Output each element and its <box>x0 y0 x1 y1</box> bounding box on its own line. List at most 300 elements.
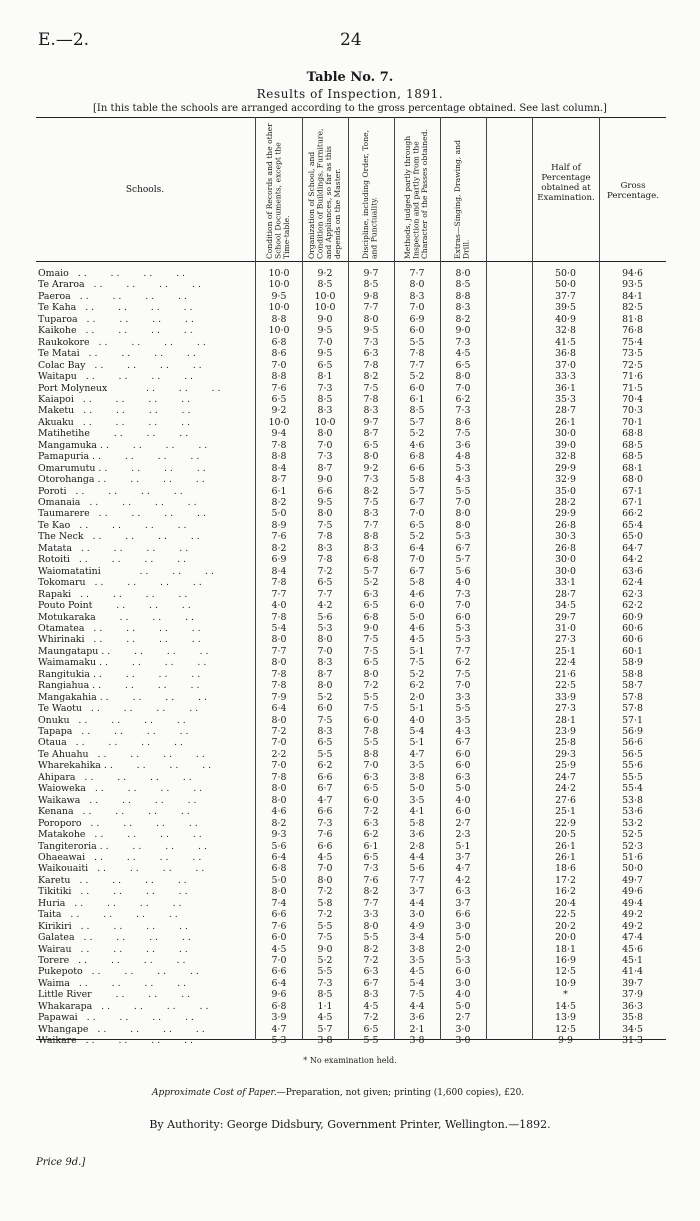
leader-dots: . . . . . . . . <box>70 874 187 886</box>
school-name: Matihetihe . . . . . . <box>38 428 189 440</box>
cell-extras: 8·6 <box>455 416 471 428</box>
cell-half: 28·2 <box>555 497 576 508</box>
cell-disc: 5·5 <box>363 1035 379 1047</box>
cell-extras: 6·0 <box>455 760 471 772</box>
table-row <box>36 405 666 416</box>
cell-gross: 51·6 <box>622 851 643 863</box>
cell-methods: 6·8 <box>409 451 425 463</box>
cell-half: 32·8 <box>555 325 576 337</box>
leader-dots: . . . . . . <box>91 989 191 1001</box>
cell-half: 24·2 <box>555 783 576 795</box>
cell-methods: 3·8 <box>409 771 425 783</box>
leader-dots: . . . . . . . . <box>88 748 205 760</box>
cell-org: 7·2 <box>317 886 333 898</box>
cell-methods: 5·8 <box>409 817 425 829</box>
cell-disc: 7·2 <box>363 1012 379 1024</box>
cell-half: 26·1 <box>555 851 576 863</box>
cell-gross: 49·6 <box>622 886 643 898</box>
cell-gross: 31·3 <box>622 1035 643 1047</box>
header-schools: Schools. <box>125 185 165 195</box>
cell-gross: 37·9 <box>622 989 643 1001</box>
table-title: Table No. 7. <box>306 70 394 85</box>
cell-gross: 60·6 <box>622 634 643 646</box>
cell-methods: 4·4 <box>409 897 425 909</box>
cell-records: 8·8 <box>271 451 287 463</box>
school-name: Waikare . . . . . . . . <box>38 1035 193 1047</box>
cell-disc: 6·5 <box>363 439 379 451</box>
table-row <box>36 944 666 955</box>
table-row <box>36 497 666 508</box>
cell-gross: 65·0 <box>622 531 643 543</box>
cell-records: 9·6 <box>271 989 287 1001</box>
leader-dots: . . . . . . . . <box>66 737 183 749</box>
cell-org: 6·5 <box>317 577 333 589</box>
cell-org: 5·5 <box>317 748 333 760</box>
cell-extras: 7·0 <box>455 600 471 612</box>
table-top-rule <box>36 117 666 118</box>
cell-disc: 8·3 <box>363 542 379 554</box>
cell-methods: 6·5 <box>409 519 425 531</box>
cell-records: 6·9 <box>271 554 287 566</box>
cell-disc: 7·5 <box>363 497 379 508</box>
cell-methods: 5·4 <box>409 977 425 989</box>
cell-org: 4·5 <box>317 851 333 863</box>
cell-extras: 2·0 <box>455 943 471 955</box>
cell-gross: 49·2 <box>622 920 643 932</box>
cell-gross: 73·5 <box>622 348 643 360</box>
cell-gross: 49·2 <box>622 909 643 921</box>
cell-extras: 8·3 <box>455 302 471 314</box>
table-row <box>36 921 666 932</box>
cell-disc: 6·5 <box>363 783 379 795</box>
table-note: [In this table the schools are arranged according to the gross percentage obtained. See last column.] <box>93 103 607 114</box>
leader-dots: . . . . . . . . <box>72 726 189 737</box>
cell-extras: 6·7 <box>455 542 471 554</box>
leader-dots: . . . . . . . . <box>77 313 194 325</box>
school-name: Whangape . . . . . . . . <box>38 1023 205 1035</box>
cell-methods: 4·5 <box>409 966 425 978</box>
cell-methods: 5·2 <box>409 668 425 680</box>
cell-methods: 8·0 <box>409 279 425 291</box>
cell-extras: 7·0 <box>455 497 471 508</box>
school-name: Taumarere . . . . . . . . <box>38 508 206 520</box>
leader-dots: . . . . . . . . <box>94 474 205 486</box>
cell-half: 30·0 <box>555 565 576 577</box>
cell-records: 7·6 <box>271 920 287 932</box>
cell-methods: 5·7 <box>409 416 425 428</box>
cell-half: 32·8 <box>555 451 576 463</box>
cell-org: 7·2 <box>317 565 333 577</box>
cell-disc: 8·0 <box>363 668 379 680</box>
cell-gross: 81·8 <box>622 313 643 325</box>
cell-records: 10·0 <box>268 268 290 279</box>
table-row <box>36 886 666 897</box>
school-name: Little River . . . . . . <box>38 989 191 1001</box>
cell-gross: 58·8 <box>622 668 643 680</box>
cell-half: 50·0 <box>555 268 576 279</box>
cell-disc: 5·7 <box>363 565 379 577</box>
cell-records: 7·0 <box>271 737 287 749</box>
cell-extras: 4·3 <box>455 474 471 486</box>
leader-dots: . . . . . . . . <box>96 691 207 703</box>
cell-org: 5·2 <box>317 691 333 703</box>
school-name: Akuaku . . . . . . . . <box>38 416 191 428</box>
school-name: Rangitukia . . . . . . . . <box>38 668 201 680</box>
cell-methods: 8·3 <box>409 290 425 302</box>
cell-disc: 7·8 <box>363 359 379 371</box>
cell-half: 25·1 <box>555 806 576 818</box>
cell-records: 8·0 <box>271 634 287 646</box>
cell-half: 16·9 <box>555 955 576 966</box>
cell-gross: 56·5 <box>622 748 643 760</box>
cell-disc: 7·3 <box>363 474 379 486</box>
cell-half: 33·3 <box>555 371 576 383</box>
table-row <box>36 863 666 874</box>
cell-half: 12·5 <box>555 1023 576 1035</box>
cell-half: 29·9 <box>555 462 576 474</box>
cell-half: 25·9 <box>555 760 576 772</box>
cell-gross: 60·9 <box>622 611 643 623</box>
leader-dots: . . . . . . . . <box>69 714 186 726</box>
leader-dots: . . . . . . . . <box>68 268 186 279</box>
cell-records: 8·0 <box>271 794 287 806</box>
cell-extras: 8·0 <box>455 371 471 383</box>
cell-records: 8·6 <box>271 348 287 360</box>
cell-org: 8·0 <box>317 874 333 886</box>
table-row <box>36 577 666 588</box>
cell-extras: 4·3 <box>455 726 471 737</box>
cell-half: 18·6 <box>555 863 576 875</box>
leader-dots: . . . . . . . . <box>85 829 202 841</box>
cell-methods: 4·6 <box>409 439 425 451</box>
cell-records: 6·4 <box>271 977 287 989</box>
school-name: Tuparoa . . . . . . . . <box>38 313 194 325</box>
cell-extras: 5·3 <box>455 634 471 646</box>
cell-org: 8·0 <box>317 428 333 440</box>
cell-disc: 7·7 <box>363 302 379 314</box>
cell-methods: 6·1 <box>409 393 425 405</box>
cell-records: 8·0 <box>271 886 287 898</box>
cell-records: 7·0 <box>271 760 287 772</box>
cell-extras: 7·5 <box>455 428 471 440</box>
cell-disc: 6·3 <box>363 348 379 360</box>
cell-disc: 9·0 <box>363 622 379 634</box>
cell-extras: 7·7 <box>455 645 471 657</box>
cell-records: 7·8 <box>271 577 287 589</box>
school-name: Waitapu . . . . . . . . <box>38 371 194 383</box>
cell-disc: 7·8 <box>363 393 379 405</box>
leader-dots: . . . . . . . . <box>76 371 194 383</box>
cell-records: 7·7 <box>271 645 287 657</box>
cell-records: 7·6 <box>271 382 287 394</box>
table-row <box>36 531 666 542</box>
cell-gross: 53·8 <box>622 794 643 806</box>
cell-records: 6·4 <box>271 703 287 715</box>
cell-extras: 6·0 <box>455 748 471 760</box>
cell-half: 16·2 <box>555 886 576 898</box>
cell-disc: 6·3 <box>363 817 379 829</box>
cell-gross: 62·4 <box>622 577 643 589</box>
cell-extras: 8·0 <box>455 508 471 520</box>
school-name: Kaiapoi . . . . . . . . <box>38 393 191 405</box>
cell-records: 6·4 <box>271 851 287 863</box>
cell-half: 25·1 <box>555 645 576 657</box>
school-name: Rotoiti . . . . . . . . <box>38 554 187 566</box>
cost-text: —Preparation, not given; printing (1,600 copies), £20. <box>276 1088 525 1098</box>
cell-records: 4·5 <box>271 943 287 955</box>
cell-methods: 6·0 <box>409 382 425 394</box>
cell-methods: 6·6 <box>409 462 425 474</box>
leader-dots: . . . . . . . . <box>75 771 192 783</box>
cell-records: 7·8 <box>271 771 287 783</box>
cell-methods: 3·6 <box>409 1012 425 1024</box>
school-name: Pouto Point . . . . . . <box>38 600 191 612</box>
cell-methods: 5·8 <box>409 474 425 486</box>
school-name: Otaua . . . . . . . . <box>38 737 183 749</box>
cell-extras: 5·5 <box>455 485 471 497</box>
school-name: Matakohe . . . . . . . . <box>38 829 202 841</box>
leader-dots: . . . . . . . . <box>71 588 188 600</box>
cell-records: 7·7 <box>271 588 287 600</box>
cell-methods: 7·7 <box>409 359 425 371</box>
cell-methods: 5·2 <box>409 371 425 383</box>
cell-methods: 7·0 <box>409 554 425 566</box>
school-name: Te Waotu . . . . . . . . <box>38 703 199 715</box>
cell-org: 7·3 <box>317 977 333 989</box>
cell-methods: 5·1 <box>409 737 425 749</box>
leader-dots: . . . . . . . . <box>89 508 206 520</box>
cell-disc: 6·5 <box>363 851 379 863</box>
cell-org: 5·5 <box>317 966 333 978</box>
cell-half: 31·0 <box>555 622 576 634</box>
school-name: Raukokore . . . . . . . . <box>38 336 206 348</box>
cell-disc: 7·5 <box>363 645 379 657</box>
cell-half: 29·9 <box>555 508 576 520</box>
leader-dots: . . . . . . . . <box>92 1000 209 1012</box>
cell-disc: 4·5 <box>363 1000 379 1012</box>
school-name: Wairau . . . . . . . . <box>38 943 188 955</box>
leader-dots: . . . . . . . . <box>85 783 203 795</box>
cell-gross: 39·7 <box>622 977 643 989</box>
leader-dots: . . . . . . . . <box>74 932 191 944</box>
school-name: Te Kao . . . . . . . . <box>38 519 187 531</box>
cell-methods: 5·5 <box>409 336 425 348</box>
cell-org: 8·5 <box>317 989 333 1001</box>
cell-half: 36·8 <box>555 348 576 360</box>
leader-dots: . . . . . . . . <box>96 840 207 852</box>
cell-org: 6·0 <box>317 703 333 715</box>
cell-gross: 36·3 <box>622 1000 643 1012</box>
cell-records: 5·0 <box>271 508 287 520</box>
cell-methods: 4·9 <box>409 920 425 932</box>
cell-gross: 62·3 <box>622 588 643 600</box>
cell-org: 9·5 <box>317 325 333 337</box>
cell-half: 23·9 <box>555 726 576 737</box>
table-row <box>36 989 666 1000</box>
leader-dots: . . . . . . <box>107 382 221 394</box>
school-name: Maketu . . . . . . . . <box>38 405 191 417</box>
cell-org: 7·8 <box>317 531 333 543</box>
table-row <box>36 337 666 348</box>
leader-dots: . . . . . . . . <box>61 909 178 921</box>
cell-methods: 5·0 <box>409 783 425 795</box>
cell-org: 7·0 <box>317 863 333 875</box>
cell-methods: 2·1 <box>409 1023 425 1035</box>
cell-org: 8·1 <box>317 371 333 383</box>
cell-records: 8·0 <box>271 714 287 726</box>
cell-records: 3·9 <box>271 1012 287 1024</box>
cell-org: 6·6 <box>317 771 333 783</box>
table-row <box>36 841 666 852</box>
table-row <box>36 646 666 657</box>
cell-records: 7·6 <box>271 531 287 543</box>
school-name: Paeroa . . . . . . . . <box>38 290 187 302</box>
cell-records: 10·0 <box>268 302 290 314</box>
leader-dots: . . . . . . . . <box>76 325 193 337</box>
school-name: Kenana . . . . . . . . <box>38 806 190 818</box>
cell-methods: 7·5 <box>409 989 425 1001</box>
cell-extras: 8·0 <box>455 268 471 279</box>
table-row <box>36 623 666 634</box>
header-methods: Methods, judged partly through Inspection and partly from the Character of the Passes obtained. <box>403 129 430 259</box>
school-name: Whirinaki . . . . . . . . <box>38 634 201 646</box>
cell-methods: 4·0 <box>409 714 425 726</box>
cell-disc: 6·2 <box>363 829 379 841</box>
table-row <box>36 634 666 645</box>
cell-records: 5·4 <box>271 622 287 634</box>
leader-dots: . . . . . . . . <box>82 966 199 978</box>
cell-methods: 4·6 <box>409 622 425 634</box>
school-name: Waikouaiti . . . . . . . . <box>38 863 205 875</box>
cell-gross: 55·4 <box>622 783 643 795</box>
cell-methods: 6·4 <box>409 542 425 554</box>
table-row <box>36 806 666 817</box>
cell-half: 33·1 <box>555 577 576 589</box>
leader-dots: . . . . . . . . <box>77 1012 194 1024</box>
cell-disc: 9·7 <box>363 268 379 279</box>
cell-org: 6·6 <box>317 840 333 852</box>
cell-org: 10·0 <box>314 416 336 428</box>
cell-disc: 7·5 <box>363 634 379 646</box>
cell-disc: 7·5 <box>363 382 379 394</box>
cell-records: 6·0 <box>271 932 287 944</box>
school-name: Tokomaru . . . . . . . . <box>38 577 202 589</box>
cell-records: 6·8 <box>271 336 287 348</box>
cell-org: 9·5 <box>317 348 333 360</box>
leader-dots: . . . . . . . . <box>69 554 187 566</box>
cell-half: 22·5 <box>555 680 576 692</box>
cell-extras: 5·3 <box>455 955 471 966</box>
cell-disc: 6·0 <box>363 794 379 806</box>
cell-gross: 49·7 <box>622 874 643 886</box>
cell-extras: 5·0 <box>455 783 471 795</box>
cell-disc: 8·0 <box>363 451 379 463</box>
cost-label: Approximate Cost of Paper. <box>152 1088 277 1098</box>
cell-org: 8·3 <box>317 726 333 737</box>
cell-half: 41·5 <box>555 336 576 348</box>
leader-dots: . . . . . . . . <box>89 680 200 692</box>
cell-disc: 8·2 <box>363 943 379 955</box>
cell-methods: 5·2 <box>409 531 425 543</box>
table-subtitle: Results of Inspection, 1891. <box>256 87 444 101</box>
school-name: Mangakahia . . . . . . . . <box>38 691 207 703</box>
cell-org: 6·2 <box>317 760 333 772</box>
school-name: Kirikiri . . . . . . . . <box>38 920 188 932</box>
cell-methods: 7·8 <box>409 348 425 360</box>
cell-half: 21·6 <box>555 668 576 680</box>
cell-extras: 3·5 <box>455 714 471 726</box>
table-row <box>36 772 666 783</box>
cell-records: 4·6 <box>271 806 287 818</box>
table-row <box>36 829 666 840</box>
cell-disc: 7·3 <box>363 863 379 875</box>
leader-dots: . . . . . . . . <box>84 622 201 634</box>
cell-disc: 9·2 <box>363 462 379 474</box>
school-name: Motukaraka . . . . . . <box>38 611 195 623</box>
school-name: Port Molyneux . . . . . . <box>38 382 221 394</box>
cell-gross: 52·5 <box>622 829 643 841</box>
table-row <box>36 749 666 760</box>
cell-methods: 6·0 <box>409 600 425 612</box>
cell-disc: 8·0 <box>363 920 379 932</box>
cell-org: 8·0 <box>317 680 333 692</box>
cell-gross: 45·6 <box>622 943 643 955</box>
table-row <box>36 268 666 279</box>
leader-dots: . . . . . . . . <box>95 462 206 474</box>
cell-disc: 6·3 <box>363 588 379 600</box>
header-rule <box>36 261 666 262</box>
cell-half: 29·7 <box>555 611 576 623</box>
cell-org: 4·2 <box>317 600 333 612</box>
cell-extras: 3·3 <box>455 691 471 703</box>
cell-gross: 64·7 <box>622 542 643 554</box>
leader-dots: . . . . . . . . <box>80 497 197 508</box>
cell-half: 22·4 <box>555 657 576 669</box>
table-row <box>36 520 666 531</box>
cell-disc: 6·5 <box>363 1023 379 1035</box>
cell-disc: 7·3 <box>363 336 379 348</box>
cell-gross: 55·5 <box>622 771 643 783</box>
cell-disc: 9·7 <box>363 416 379 428</box>
school-name: Omarumutu . . . . . . . . <box>38 462 206 474</box>
cell-extras: 6·2 <box>455 393 471 405</box>
table-row <box>36 543 666 554</box>
cell-gross: 47·4 <box>622 932 643 944</box>
cell-extras: 5·3 <box>455 462 471 474</box>
cell-disc: 5·5 <box>363 737 379 749</box>
cell-gross: 72·5 <box>622 359 643 371</box>
cell-extras: 6·3 <box>455 886 471 898</box>
cell-org: 5·8 <box>317 897 333 909</box>
school-name: Kaikohe . . . . . . . . <box>38 325 193 337</box>
school-name: Otorohanga . . . . . . . . <box>38 474 205 486</box>
cell-disc: 8·2 <box>363 485 379 497</box>
cell-methods: 6·0 <box>409 325 425 337</box>
cell-disc: 8·0 <box>363 313 379 325</box>
cell-half: 26·1 <box>555 416 576 428</box>
table-row <box>36 898 666 909</box>
leader-dots: . . . . . . . . <box>69 955 186 966</box>
leader-dots: . . . . . . . . <box>88 863 205 875</box>
cell-records: 7·4 <box>271 897 287 909</box>
table-row <box>36 566 666 577</box>
cell-gross: 70·3 <box>622 405 643 417</box>
table-row <box>36 600 666 611</box>
table-row <box>36 1001 666 1012</box>
leader-dots: . . . . . . . . <box>71 886 188 898</box>
cell-gross: 68·5 <box>622 451 643 463</box>
cell-gross: 45·1 <box>622 955 643 966</box>
